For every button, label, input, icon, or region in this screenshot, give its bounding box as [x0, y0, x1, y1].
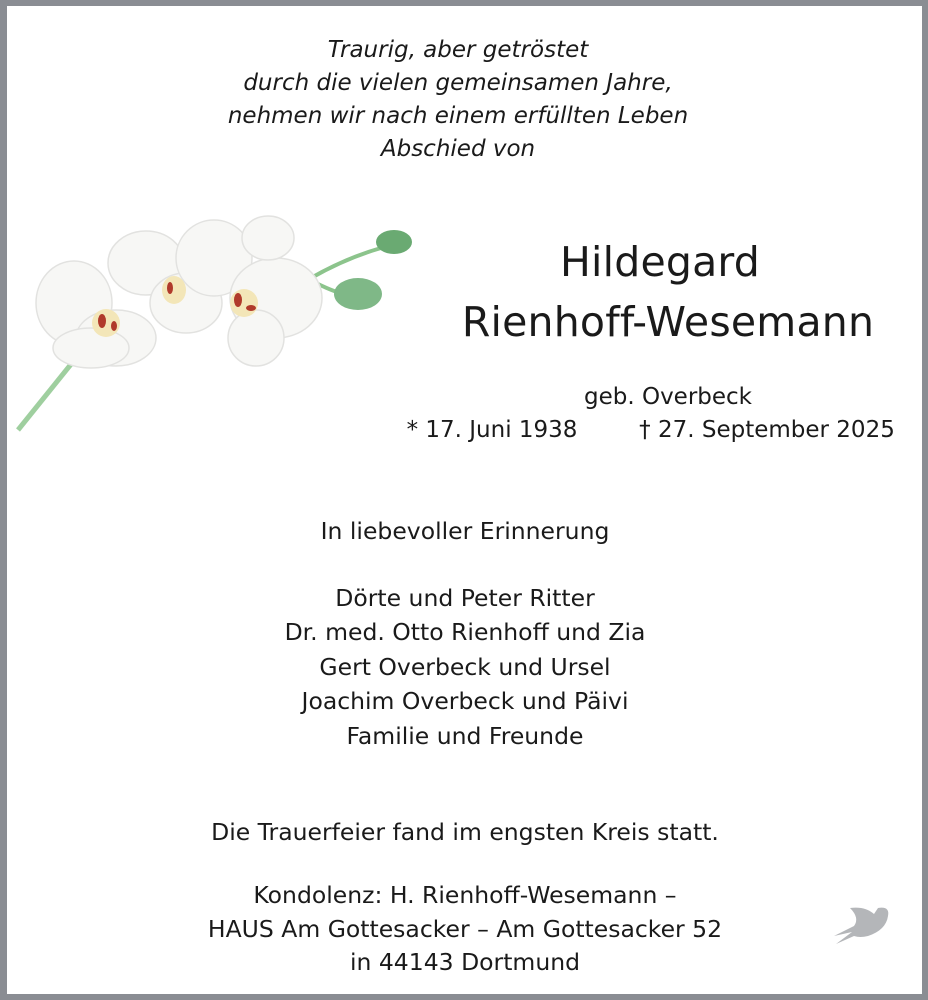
condolence-line-1: Kondolenz: H. Rienhoff-Wesemann –: [253, 881, 677, 909]
mourner-2: Dr. med. Otto Rienhoff und Zia: [284, 618, 646, 646]
intro-line-1: Traurig, aber getröstet: [327, 37, 589, 63]
deceased-last-name: Rienhoff-Wesemann: [461, 298, 875, 346]
orchid-illustration: [6, 208, 416, 438]
intro-line-3: nehmen wir nach einem erfüllten Leben: [227, 103, 689, 129]
deceased-first-name: Hildegard: [560, 238, 760, 286]
birth-date: * 17. Juni 1938: [406, 417, 578, 443]
mourner-5: Familie und Freunde: [346, 722, 584, 750]
intro-line-4: Abschied von: [380, 136, 536, 162]
death-date: † 27. September 2025: [639, 417, 895, 443]
condolence-line-2: HAUS Am Gottesacker – Am Gottesacker 52: [207, 915, 723, 943]
birth-name: geb. Overbeck: [583, 384, 753, 410]
mourner-1: Dörte und Peter Ritter: [335, 584, 595, 612]
intro-line-2: durch die vielen gemeinsamen Jahre,: [243, 70, 673, 96]
memory-line: In liebevoller Erinnerung: [320, 517, 610, 545]
mourner-4: Joachim Overbeck und Päivi: [301, 687, 629, 715]
mourner-3: Gert Overbeck und Ursel: [319, 653, 611, 681]
ceremony-note: Die Trauerfeier fand im engsten Kreis statt.: [211, 818, 719, 846]
condolence-line-3: in 44143 Dortmund: [349, 948, 581, 976]
swallow-logo-icon: [830, 900, 894, 946]
